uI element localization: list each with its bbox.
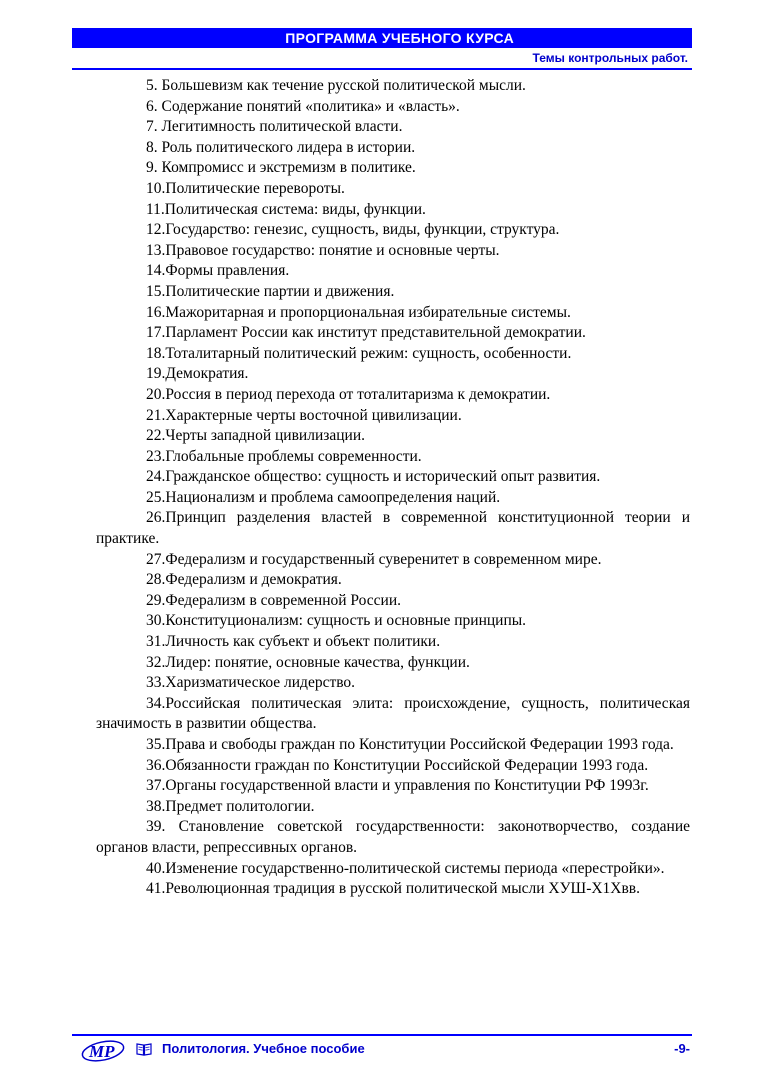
list-item: 27.Федерализм и государственный суверенитет в современном мире. (146, 550, 602, 568)
list-item: 36.Обязанности граждан по Конституции Российской Федерации 1993 года. (146, 756, 649, 774)
list-item: 12.Государство: генезис, сущность, виды, функции, структура. (146, 221, 560, 239)
list-item: 28.Федерализм и демократия. (146, 571, 342, 589)
list-item: 33.Харизматическое лидерство. (146, 674, 356, 692)
list-item: 32.Лидер: понятие, основные качества, функции. (146, 653, 470, 671)
header-title: ПРОГРАММА УЧЕБНОГО КУРСА (72, 28, 692, 48)
list-item: 41.Революционная традиция в русской политической мысли ХУШ-Х1Хвв. (146, 880, 641, 898)
topics-list (96, 76, 690, 900)
list-item: 29.Федерализм в современной России. (146, 591, 402, 609)
list-item: 11.Политическая система: виды, функции. (146, 200, 426, 218)
list-item: 30.Конституционализм: сущность и основные принципы. (146, 612, 527, 630)
svg-text:MP: MP (89, 1042, 115, 1061)
list-item: 26.Принцип разделения властей в современной конституционной теории и практике. (96, 509, 690, 548)
page-number: -9- (674, 1041, 690, 1056)
footer-divider (72, 1034, 692, 1036)
list-item: 8. Роль политического лидера в истории. (146, 138, 416, 156)
list-item: 35.Права и свободы граждан по Конституции Российской Федерации 1993 года. (146, 736, 674, 753)
list-item: 7. Легитимность политической власти. (146, 118, 403, 136)
list-item: 19.Демократия. (146, 365, 249, 383)
publisher-logo (80, 1038, 126, 1064)
list-item: 25.Национализм и проблема самоопределения наций. (146, 488, 501, 506)
list-item: 20.Россия в период перехода от тоталитаризма к демократии. (146, 385, 551, 403)
list-item: 16.Мажоритарная и пропорциональная избирательные системы. (146, 303, 571, 321)
list-item: 31.Личность как субъект и объект политики. (146, 633, 441, 651)
list-item: 17.Парламент России как институт представительной демократии. (146, 324, 586, 342)
list-item: 10.Политические перевороты. (146, 179, 345, 197)
list-item: 38.Предмет политологии. (146, 797, 315, 815)
list-item: 9. Компромисс и экстремизм в политике. (146, 159, 416, 177)
list-item: 6. Содержание понятий «политика» и «власть». (146, 97, 460, 115)
list-item: 22.Черты западной цивилизации. (146, 427, 366, 445)
open-book-icon (136, 1042, 152, 1056)
list-item: 5. Большевизм как течение русской политической мысли. (146, 77, 526, 94)
list-item: 21.Характерные черты восточной цивилизации. (146, 406, 462, 424)
footer-book-title: Политология. Учебное пособие (162, 1041, 365, 1056)
list-item: 39. Становление советской государственности: законотворчество, создание органов власти, репрессивных органов. (96, 818, 690, 856)
list-item: 23.Глобальные проблемы современности. (146, 447, 422, 465)
list-item: 13.Правовое государство: понятие и основные черты. (146, 241, 500, 259)
list-item: 34.Российская политическая элита: происхождение, сущность, политическая значимость в развитии общества. (96, 694, 690, 733)
list-item: 37.Органы государственной власти и управления по Конституции РФ 1993г. (146, 777, 649, 795)
list-item: 15.Политические партии и движения. (146, 282, 395, 300)
header-divider (72, 68, 692, 70)
header-subtitle: Темы контрольных работ. (532, 51, 688, 65)
list-item: 18.Тоталитарный политический режим: сущность, особенности. (146, 344, 572, 362)
list-item: 14.Формы правления. (146, 262, 290, 280)
list-item: 40.Изменение государственно-политической системы периода «перестройки». (146, 859, 665, 877)
list-item: 24.Гражданское общество: сущность и исторический опыт развития. (146, 468, 601, 486)
